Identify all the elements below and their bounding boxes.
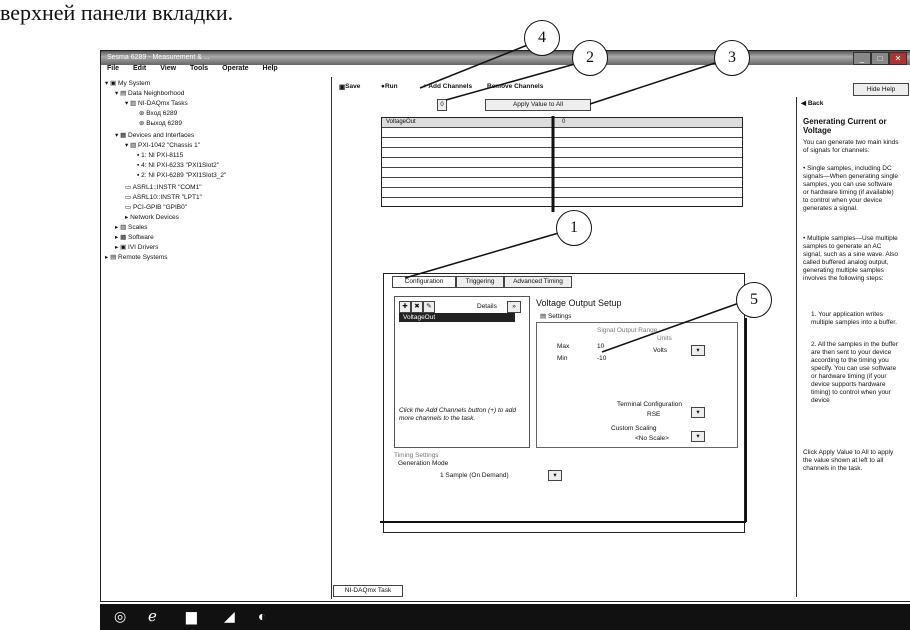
help-title: Generating Current or Voltage	[803, 117, 887, 135]
signal-range-label: Signal Output Range	[597, 327, 658, 334]
minimize-button[interactable]: _	[853, 52, 871, 65]
min-value-input[interactable]: -10	[597, 355, 607, 362]
maximize-button[interactable]: □	[871, 52, 889, 65]
tree-item-my-system[interactable]: ▾ ▣ My System	[105, 80, 151, 87]
tree-item-network-devices[interactable]: ▸ Network Devices	[125, 214, 179, 221]
menu-view[interactable]: View	[160, 65, 177, 72]
close-button[interactable]: ✕	[889, 52, 907, 65]
units-select[interactable]: Volts	[653, 347, 668, 354]
task-tab[interactable]: NI-DAQmx Task	[333, 585, 403, 597]
tree-item-lpt1[interactable]: ▭ ASRL10::INSTR "LPT1"	[125, 194, 202, 201]
min-label: Min	[557, 355, 568, 362]
generation-mode-select[interactable]: 1 Sample (On Demand)	[440, 472, 509, 479]
tab-advanced-timing[interactable]: Advanced Timing	[504, 276, 572, 288]
tree-item-pxi-8115[interactable]: ▪ 1: NI PXI-8115	[137, 152, 184, 159]
apply-value-field[interactable]: 0	[437, 99, 447, 111]
details-expand-button[interactable]: »	[507, 301, 521, 313]
selected-channel[interactable]: VoltageOut	[399, 313, 515, 322]
channel-value-cell[interactable]: 0	[562, 119, 566, 125]
tab-configuration[interactable]: Configuration	[392, 276, 456, 288]
help-bullet-single: • Single samples, including DC signals—When generating single samples, you can use software or hardware timing (if available) to control when your device generates a signal.	[803, 165, 899, 212]
start-icon[interactable]: ◎	[114, 608, 127, 624]
menu-tools[interactable]: Tools	[189, 65, 209, 72]
callout-5: 5	[736, 282, 772, 318]
help-step-1: 1. Your application writes multiple samples into a buffer.	[811, 311, 897, 326]
tree-item-gpib[interactable]: ▭ PCI-GPIB "GPIB0"	[125, 204, 188, 211]
custom-scaling-select[interactable]: <No Scale>	[635, 435, 669, 442]
taskbar	[100, 604, 910, 630]
measurement-icon[interactable]: ◐	[258, 608, 267, 624]
hide-help-button[interactable]: Hide Help	[853, 83, 909, 96]
menu-operate[interactable]: Operate	[222, 65, 249, 72]
details-label[interactable]: Details	[477, 303, 497, 310]
help-back-button[interactable]: ◀ Back	[801, 100, 824, 107]
custom-scaling-label: Custom Scaling	[611, 425, 657, 432]
timing-settings-label: Timing Settings	[394, 452, 439, 459]
voltage-setup-title: Voltage Output Setup	[536, 298, 622, 308]
save-button[interactable]: ▣ Save	[339, 83, 361, 91]
terminal-config-select[interactable]: RSE	[647, 411, 661, 418]
tree-item-chassis[interactable]: ▾ ▧ PXI-1042 "Chassis 1"	[125, 142, 201, 149]
rename-channel-button[interactable]: ✎	[423, 301, 435, 313]
tree-item-task-output[interactable]: ⊛ Выход 6289	[139, 120, 182, 127]
units-label: Units	[657, 335, 672, 342]
window-title: Sesma 6289 - Measurement & ...	[107, 54, 210, 61]
apply-value-to-all-button[interactable]: Apply Value to All	[485, 99, 591, 111]
callout-4: 4	[524, 20, 560, 56]
remove-channel-button[interactable]: ✖	[411, 301, 423, 313]
generation-mode-label: Generation Mode	[398, 460, 449, 467]
help-footer: Click Apply Value to All to apply the value shown at left to all channels in the task.	[803, 449, 894, 472]
tree-item-remote-systems[interactable]: ▸ ▤ Remote Systems	[105, 254, 168, 261]
terminal-dropdown-icon[interactable]: ▾	[691, 407, 705, 418]
channel-name-cell: VoltageOut	[386, 119, 416, 125]
units-dropdown-icon[interactable]: ▾	[691, 345, 705, 356]
tree-item-scales[interactable]: ▸ ▨ Scales	[115, 224, 148, 231]
callout-1: 1	[556, 210, 592, 246]
add-channel-button[interactable]: ✚	[399, 301, 411, 313]
browser-icon[interactable]: ℯ	[148, 608, 157, 625]
add-channels-button[interactable]: + Add Channels	[423, 83, 473, 90]
folder-icon[interactable]: ▆	[186, 608, 197, 624]
tree-item-data-neighborhood[interactable]: ▾ ▤ Data Neighborhood	[115, 90, 185, 97]
help-step-2: 2. All the samples in the buffer are then sent to your device according to the timing you specify. You can use software or hardware timing (if your device supports hardware timing) to control when your device	[811, 341, 898, 404]
tab-triggering[interactable]: Triggering	[456, 276, 504, 288]
help-intro: You can generate two main kinds of signals for channels:	[803, 139, 899, 154]
menu-edit[interactable]: Edit	[133, 65, 147, 72]
tree-item-daqmx-tasks[interactable]: ▾ ▥ NI-DAQmx Tasks	[125, 100, 188, 107]
max-label: Max	[557, 343, 570, 350]
menu-file[interactable]: File	[107, 65, 120, 72]
menu-help[interactable]: Help	[262, 65, 278, 72]
generation-mode-dropdown-icon[interactable]: ▾	[548, 470, 562, 481]
terminal-config-label: Terminal Configuration	[617, 401, 683, 408]
remove-channels-button[interactable]: Remove Channels	[487, 83, 544, 90]
app-icon[interactable]: ◢	[224, 608, 235, 624]
max-value-input[interactable]: 10	[597, 343, 605, 350]
callout-2: 2	[572, 40, 608, 76]
scaling-dropdown-icon[interactable]: ▾	[691, 431, 705, 442]
tree-item-pxi-6233[interactable]: ▪ 4: NI PXI-6233 "PXI1Slot2"	[137, 162, 220, 169]
tree-item-ivi-drivers[interactable]: ▸ ▣ IVI Drivers	[115, 244, 159, 251]
tree-item-task-input[interactable]: ⊛ Вход 6289	[139, 110, 178, 117]
settings-tab[interactable]: ▤ Settings	[540, 313, 572, 320]
help-bullet-multiple: • Multiple samples—Use multiple samples to generate an AC signal, such as a sine wave. Also called buffered analog output, generating multiple samples involves the following steps:	[803, 235, 899, 282]
page-caption: верхней панели вкладки.	[0, 0, 234, 25]
tree-item-devices[interactable]: ▾ ▦ Devices and Interfaces	[115, 132, 195, 139]
callout-3: 3	[714, 40, 750, 76]
run-button[interactable]: ● Run	[381, 83, 398, 90]
tree-item-software[interactable]: ▸ ▩ Software	[115, 234, 154, 241]
tree-item-com1[interactable]: ▭ ASRL1::INSTR "COM1"	[125, 184, 202, 191]
add-channels-hint: Click the Add Channels button (+) to add more channels to the task.	[399, 407, 517, 422]
tree-item-pxi-6289[interactable]: ▪ 2: NI PXI-6289 "PXI1Slot3_2"	[137, 172, 227, 179]
